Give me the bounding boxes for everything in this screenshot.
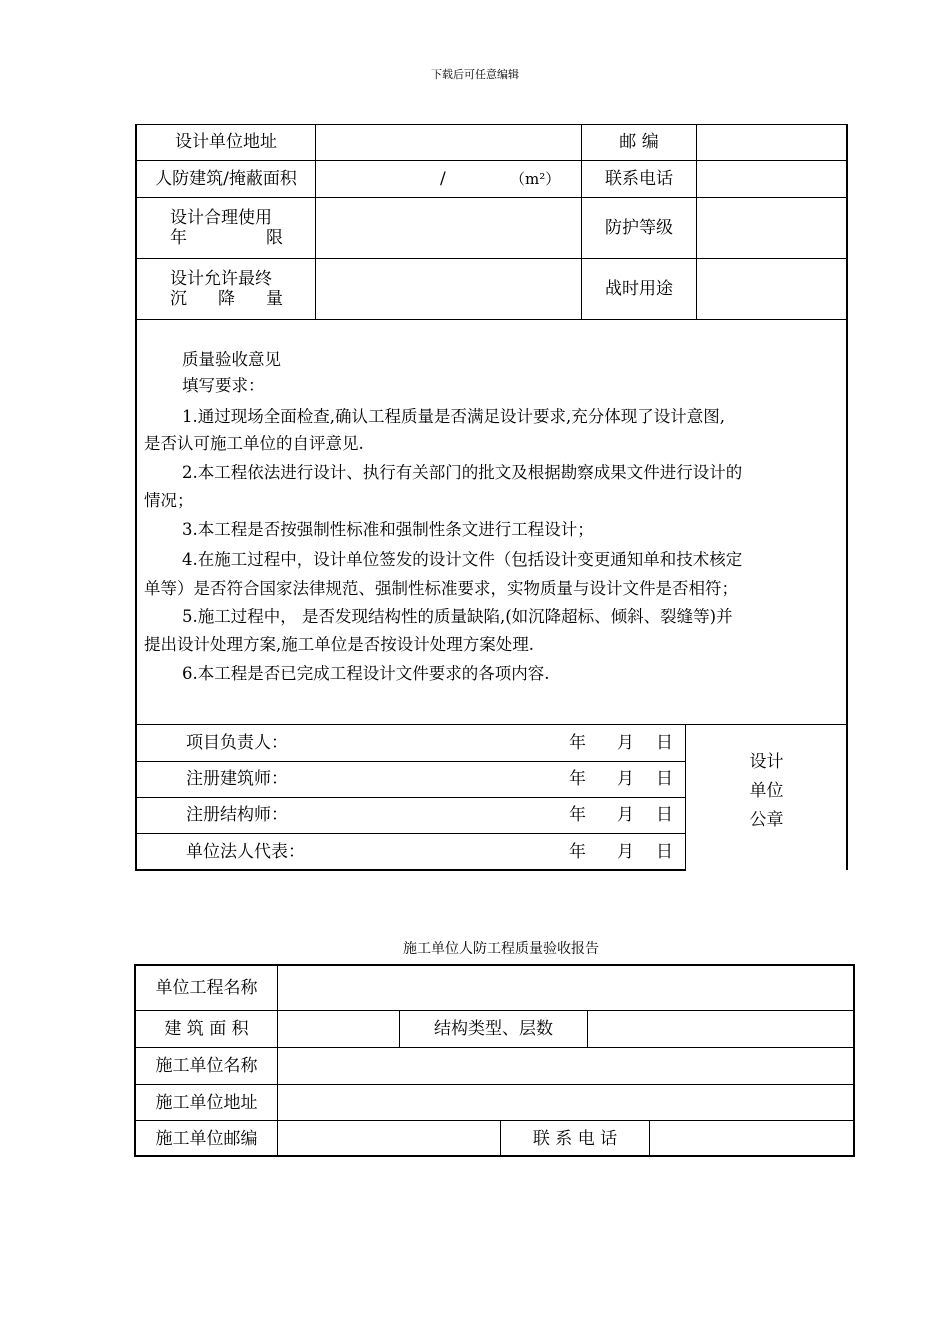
design-life-label-line2: 年 限: [170, 228, 283, 248]
legal-representative-label: 单位法人代表：: [186, 842, 305, 862]
wartime-use-label: 战时用途: [605, 279, 673, 299]
date-day: 日: [656, 805, 673, 825]
requirement-1-line1: 1.通过现场全面检查,确认工程质量是否满足设计要求,充分体现了设计意图,: [182, 407, 725, 426]
unit-name-label: 施工单位名称: [155, 1056, 258, 1076]
table-line: [853, 964, 855, 1157]
date-year: 年: [569, 842, 586, 862]
date-day: 日: [656, 769, 673, 789]
requirement-5-line2: 提出设计处理方案,施工单位是否按设计处理方案处理.: [144, 635, 534, 654]
requirement-6: 6.本工程是否已完成工程设计文件要求的各项内容.: [182, 664, 550, 683]
building-area-value[interactable]: [280, 1016, 396, 1044]
design-life-label-line1: 设计合理使用: [170, 208, 272, 228]
shelter-area-unit: （m²）: [510, 170, 561, 188]
shelter-area-separator: /: [440, 169, 446, 189]
requirement-4-line1: 4.在施工过程中，设计单位签发的设计文件（包括设计变更通知单和技术核定: [182, 550, 743, 569]
date-month: 月: [617, 733, 634, 753]
project-leader-label: 项目负责人：: [186, 733, 288, 753]
requirement-3: 3.本工程是否按强制性标准和强制性条文进行工程设计；: [182, 520, 594, 539]
settlement-label-line2: 沉 降 量: [170, 289, 283, 309]
structure-type-value[interactable]: [590, 1016, 850, 1044]
table-line: [134, 1155, 855, 1157]
date-year: 年: [569, 769, 586, 789]
date-month: 月: [617, 769, 634, 789]
table-line: [277, 964, 278, 1157]
report-contact-phone-label: 联 系 电 话: [532, 1129, 618, 1149]
project-name-label: 单位工程名称: [155, 978, 258, 998]
table-line: [134, 964, 855, 966]
table-line: [134, 1120, 855, 1121]
seal-line1: 设计: [749, 752, 784, 772]
date-year: 年: [569, 805, 586, 825]
seal-line2: 单位: [749, 781, 784, 801]
structure-type-label: 结构类型、层数: [434, 1019, 553, 1039]
shelter-area-label: 人防建筑/掩蔽面积: [155, 169, 297, 189]
date-month: 月: [617, 805, 634, 825]
report-title: 施工单位人防工程质量验收报告: [403, 941, 599, 957]
table-line: [587, 1010, 588, 1048]
date-year: 年: [569, 733, 586, 753]
table-line: [134, 1010, 855, 1011]
building-area-label: 建 筑 面 积: [164, 1019, 249, 1039]
table-line: [134, 1084, 855, 1085]
requirement-1-line2: 是否认可施工单位的自评意见.: [144, 434, 364, 453]
contact-phone-label: 联系电话: [605, 169, 673, 189]
requirement-4-line2: 单等）是否符合国家法律规范、强制性标准要求，实物质量与设计文件是否相符；: [144, 579, 738, 598]
requirement-2-line2: 情况；: [144, 491, 194, 510]
opinion-requirement: 填写要求：: [182, 376, 265, 395]
postcode-label: 邮 编: [619, 132, 659, 152]
protection-level-label: 防护等级: [605, 218, 673, 238]
unit-name-value[interactable]: [280, 1053, 850, 1081]
unit-postcode-value[interactable]: [280, 1126, 497, 1154]
unit-postcode-label: 施工单位邮编: [155, 1129, 258, 1149]
unit-address-value[interactable]: [280, 1090, 850, 1118]
opinion-title: 质量验收意见: [182, 350, 281, 369]
table-line: [134, 1047, 855, 1048]
date-month: 月: [617, 842, 634, 862]
seal-line3: 公章: [749, 810, 784, 830]
registered-architect-label: 注册建筑师：: [186, 769, 288, 789]
table-line: [649, 1120, 650, 1157]
design-address-label: 设计单位地址: [175, 132, 277, 152]
date-day: 日: [656, 842, 673, 862]
requirement-5-line1: 5.施工过程中， 是否发现结构性的质量缺陷,(如沉降超标、倾斜、裂缝等)并: [182, 607, 733, 626]
page-header-note: 下载后可任意编辑: [431, 68, 519, 81]
registered-structural-engineer-label: 注册结构师：: [186, 805, 288, 825]
report-contact-phone-value[interactable]: [652, 1126, 850, 1154]
unit-address-label: 施工单位地址: [155, 1093, 258, 1113]
settlement-label-line1: 设计允许最终: [170, 269, 272, 289]
project-name-value[interactable]: [280, 974, 850, 1004]
date-day: 日: [656, 733, 673, 753]
requirement-2-line1: 2.本工程依法进行设计、执行有关部门的批文及根据勘察成果文件进行设计的: [182, 463, 743, 482]
